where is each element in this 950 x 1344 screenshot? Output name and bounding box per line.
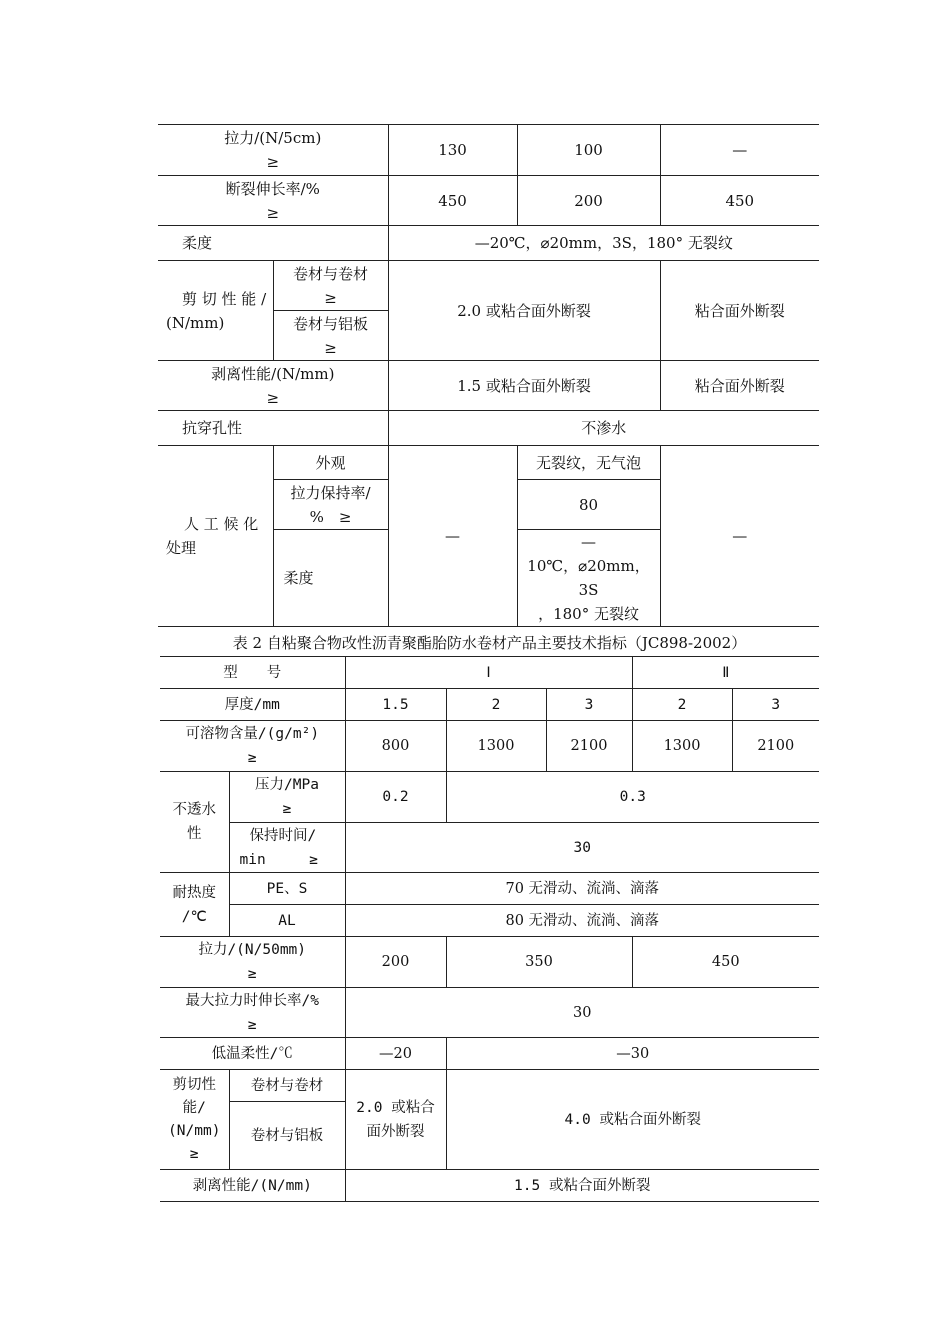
- table-cell: 粘合面外断裂: [660, 361, 819, 411]
- table-row: [160, 657, 819, 689]
- table-cell: —: [660, 446, 819, 627]
- table-cell: 200: [517, 176, 660, 226]
- row-label: 柔度: [158, 226, 388, 261]
- row-label: 抗穿孔性: [158, 411, 388, 446]
- table-row: [158, 361, 819, 411]
- table-cell: 100: [517, 125, 660, 176]
- row-label: 可溶物含量/(g/m²) ≥: [160, 721, 345, 772]
- table-cell: 粘合面外断裂: [660, 261, 819, 361]
- table-cell: 1300: [446, 721, 546, 772]
- table-cell: 2100: [546, 721, 632, 772]
- table-cell: 0.2: [345, 772, 446, 823]
- table-row: [160, 772, 819, 823]
- row-label: 剪切性 能/ (N/mm) ≥: [160, 1070, 229, 1170]
- table-cell: —20℃，⌀20mm，3S，180° 无裂纹: [388, 226, 819, 261]
- table-cell: 80 无滑动、流淌、滴落: [345, 905, 819, 937]
- table-cell: 1300: [632, 721, 732, 772]
- table-cell: 无裂纹，无气泡: [517, 446, 660, 480]
- table-row: [160, 689, 819, 721]
- sub-label: 压力/MPa ≥: [229, 772, 345, 823]
- table-row: [160, 905, 819, 937]
- table-cell: 130: [388, 125, 517, 176]
- table-cell: 不渗水: [388, 411, 819, 446]
- row-label: 拉力/(N/50mm) ≥: [160, 937, 345, 988]
- row-label: 最大拉力时伸长率/% ≥: [160, 988, 345, 1038]
- table-cell: —30: [446, 1038, 819, 1070]
- row-label: 剥离性能/(N/mm) ≥: [158, 361, 388, 411]
- table-cell: 350: [446, 937, 632, 988]
- table-row: [160, 823, 819, 873]
- table-row: [160, 1170, 819, 1202]
- table-cell: 80: [517, 480, 660, 530]
- row-label: 剥离性能/(N/mm): [160, 1170, 345, 1202]
- table-cell: 200: [345, 937, 446, 988]
- row-label: 拉力/(N/5cm) ≥: [158, 125, 388, 176]
- header-cell: 型 号: [160, 657, 345, 689]
- sub-label: 外观: [273, 446, 388, 480]
- table-row: [158, 226, 819, 261]
- table-cell: 1.5 或粘合面外断裂: [388, 361, 660, 411]
- table-cell: 30: [345, 823, 819, 873]
- row-label: 人 工 候 化 处理: [158, 446, 273, 627]
- table-caption: 表 2 自粘聚合物改性沥青聚酯胎防水卷材产品主要技术指标（JC898-2002）: [232, 634, 747, 652]
- table-cell: 1.5: [345, 689, 446, 721]
- table-cell: —: [388, 446, 517, 627]
- row-label: 低温柔性/℃: [160, 1038, 345, 1070]
- table-cell: 3: [732, 689, 819, 721]
- sub-label: 卷材与铝板 ≥: [273, 311, 388, 361]
- table-row: [160, 721, 819, 772]
- row-label: 不透水 性: [160, 772, 229, 873]
- sub-label: 拉力保持率/ % ≥: [273, 480, 388, 530]
- table-row: [158, 411, 819, 446]
- table-cell: 2.0 或粘合面外断裂: [388, 261, 660, 361]
- technical-table-2: [160, 656, 819, 1202]
- row-label: 断裂伸长率/% ≥: [158, 176, 388, 226]
- table-cell: 70 无滑动、流淌、滴落: [345, 873, 819, 905]
- row-label: 剪 切 性 能 / (N/mm): [158, 261, 273, 361]
- table-row: [160, 873, 819, 905]
- sub-label: 卷材与卷材 ≥: [273, 261, 388, 311]
- table-cell: 2100: [732, 721, 819, 772]
- table-cell: 450: [660, 176, 819, 226]
- row-label: 厚度/mm: [160, 689, 345, 721]
- table-row: [158, 446, 819, 480]
- table-cell: —: [660, 125, 819, 176]
- table-cell: —20: [345, 1038, 446, 1070]
- table-cell: 0.3: [446, 772, 819, 823]
- table-cell: 1.5 或粘合面外断裂: [345, 1170, 819, 1202]
- table-cell: 2.0 或粘合 面外断裂: [345, 1070, 446, 1170]
- table-row: [160, 988, 819, 1038]
- table-row: [158, 261, 819, 311]
- sub-label: AL: [229, 905, 345, 937]
- table-cell: — 10℃，⌀20mm，3S ，180° 无裂纹: [517, 530, 660, 627]
- table-cell: 450: [632, 937, 819, 988]
- row-label: 耐热度 /℃: [160, 873, 229, 937]
- table-row: [158, 176, 819, 226]
- table-cell: 4.0 或粘合面外断裂: [446, 1070, 819, 1170]
- sub-label: 保持时间/ min ≥: [229, 823, 345, 873]
- sub-label: 柔度: [273, 530, 388, 627]
- table-cell: 2: [446, 689, 546, 721]
- table-cell: 3: [546, 689, 632, 721]
- table-row: [160, 1038, 819, 1070]
- table-cell: 30: [345, 988, 819, 1038]
- sub-label: 卷材与铝板: [229, 1102, 345, 1170]
- sub-label: 卷材与卷材: [229, 1070, 345, 1102]
- table-cell: 450: [388, 176, 517, 226]
- table-row: [160, 937, 819, 988]
- table-cell: 800: [345, 721, 446, 772]
- technical-table-1: [158, 124, 819, 627]
- table-cell: 2: [632, 689, 732, 721]
- header-cell: Ⅰ: [345, 657, 632, 689]
- header-cell: Ⅱ: [632, 657, 819, 689]
- table-row: [158, 125, 819, 176]
- table-row: [160, 1070, 819, 1102]
- sub-label: PE、S: [229, 873, 345, 905]
